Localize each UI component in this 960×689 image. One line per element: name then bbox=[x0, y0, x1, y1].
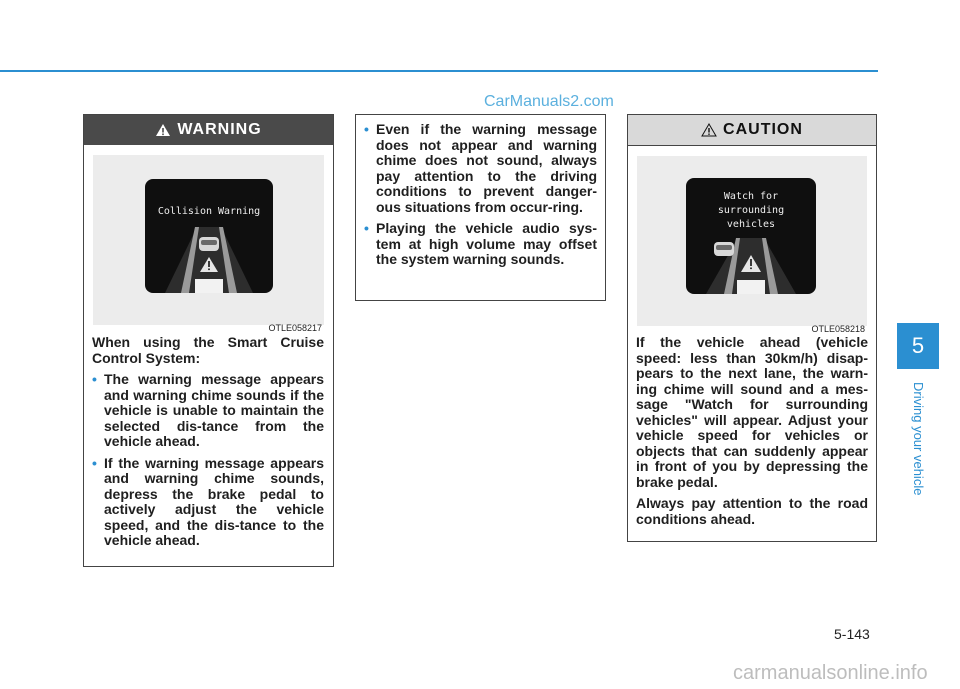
page-number: 5-143 bbox=[834, 626, 870, 642]
cluster-display bbox=[145, 179, 273, 293]
image-code: OTLE058217 bbox=[268, 323, 322, 333]
watermark-link[interactable]: CarManuals2.com bbox=[484, 93, 614, 110]
watermark-bottom: carmanualsonline.info bbox=[733, 662, 928, 684]
warning-intro: When using the Smart Cruise Control System: bbox=[92, 334, 324, 366]
road-graphic-icon bbox=[145, 179, 273, 293]
list-item: • The warning message appears and warning chime sounds if the vehicle is unable to maintain the selected dis-tance from the vehicle ahead. bbox=[92, 372, 324, 450]
warning-body bbox=[92, 335, 324, 555]
chapter-label-text: Driving your vehicle bbox=[911, 382, 926, 496]
warning-continued-panel bbox=[355, 114, 606, 301]
surrounding-vehicles-image bbox=[637, 156, 867, 334]
warning-triangle-icon bbox=[155, 123, 171, 137]
cluster-display bbox=[686, 178, 816, 294]
caution-paragraph: If the vehicle ahead (vehicle speed: less than 30km/h) disap-pears to the next lane, the warn-ing chime will sound and a mes-sage "Watch for surrounding vehicles" will appear. Adjust your vehicle speed for vehicles or objects that can suddenly appear in front of you by depressing the brake pedal. bbox=[636, 334, 868, 490]
warning-panel bbox=[83, 114, 334, 567]
list-item: • Playing the vehicle audio sys-tem at high volume may offset the system warning sounds. bbox=[364, 221, 597, 268]
list-item: • Even if the warning message does not appear and warning chime does not sound, always pay attention to the driving conditions to prevent danger-ous situations from occur-ring. bbox=[364, 122, 597, 215]
warning-bullet-list bbox=[92, 372, 324, 549]
collision-warning-image bbox=[93, 155, 324, 333]
screen-message: Collision Warning bbox=[157, 206, 261, 217]
top-rule bbox=[0, 70, 878, 72]
caution-panel bbox=[627, 114, 877, 542]
list-item: • If the warning message appears and warning chime sounds, depress the brake pedal to actively adjust the vehicle speed, and the dis-tance to the vehicle ahead. bbox=[92, 456, 324, 549]
warning-title: WARNING bbox=[177, 121, 262, 138]
middle-bullet-list bbox=[364, 122, 597, 268]
middle-body bbox=[364, 122, 597, 274]
warning-header bbox=[84, 115, 333, 145]
chapter-label bbox=[906, 382, 932, 502]
caution-body bbox=[636, 335, 868, 533]
chapter-tab: 5 bbox=[897, 323, 939, 369]
caution-triangle-icon bbox=[701, 123, 717, 137]
caution-header bbox=[628, 115, 876, 146]
image-code: OTLE058218 bbox=[811, 324, 865, 334]
road-graphic-icon bbox=[686, 178, 816, 294]
screen-message: Watch for surrounding vehicles bbox=[717, 191, 785, 230]
caution-paragraph: Always pay attention to the road conditions ahead. bbox=[636, 495, 868, 527]
caution-title: CAUTION bbox=[723, 121, 803, 138]
